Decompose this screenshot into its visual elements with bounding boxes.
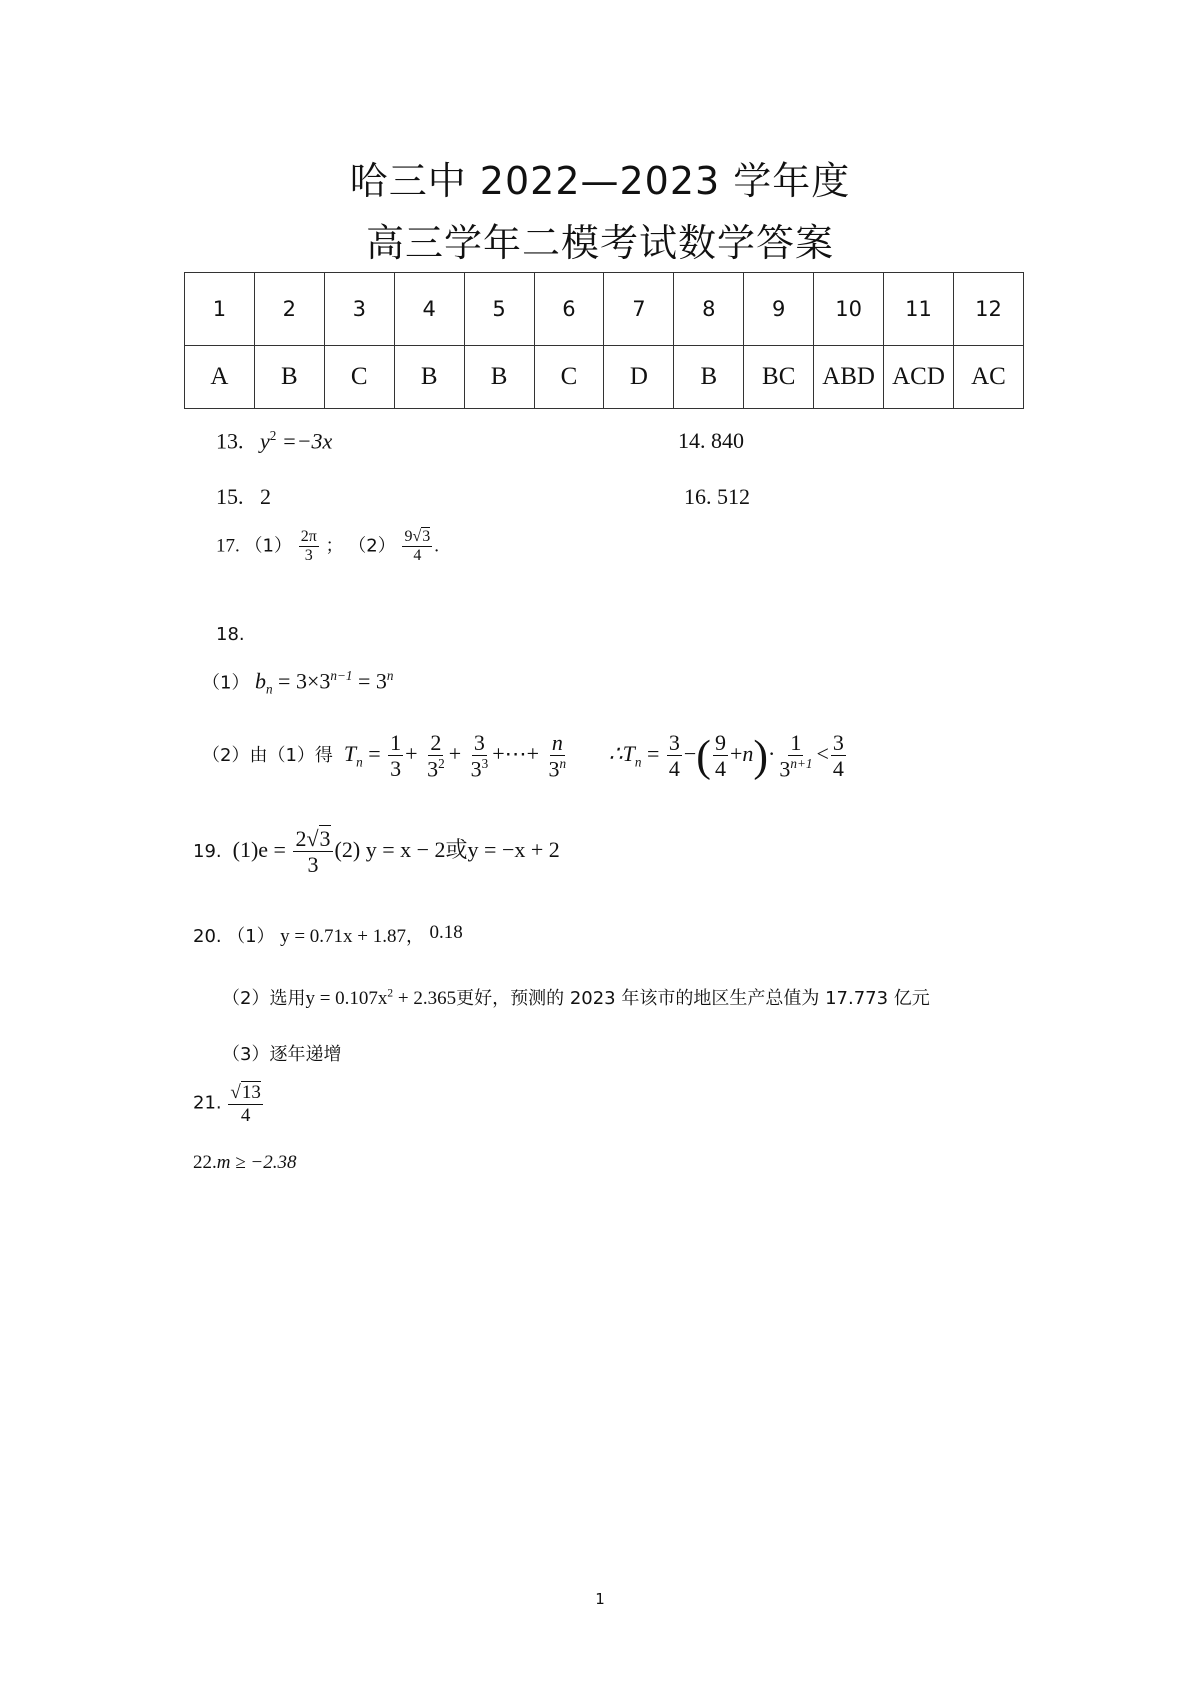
formula-exponent: n [386,668,394,683]
answer-13 [216,428,332,454]
numerator-coefficient: 9 [404,528,413,545]
answer-18-part-1 [202,668,393,698]
sqrt-radicand: 3 [422,528,431,545]
answer-table-answer-row [185,346,1024,409]
prediction-text: 更好，预测的 2023 年该市的地区生产总值为 17.773 亿元 [456,988,930,1009]
formula-exponent: 2 [387,987,394,1000]
question-number-cell: 2 [254,273,324,346]
answer-18-part-2: （2）由（1）得 $T_n$ = $\frac{1}{3}$ + $\frac{2}{3^2}$ + $\frac{3}{3^3}$ +⋯+ $\frac{n}{3^n}$ $\therefore T_n$ = $\frac{3}{4}$ −( $\frac{9}{4}$ +n)· $\frac{1}{3^{n+1}}$ < $\frac{3}{4}$ [202,730,844,782]
answer-20-part-1 [193,922,463,948]
question-number: 13. [216,428,244,454]
question-number: 16. [684,484,712,509]
question-number-cell: 3 [324,273,394,346]
fraction [293,826,332,878]
answer-21 [193,1082,265,1127]
answer-table [184,272,1024,409]
formula-part: (1)e = [232,836,286,862]
answer-formula: m ≥ −2.38 [216,1152,297,1173]
question-number: 17. [216,535,240,557]
question-number: 15. [216,484,244,509]
answer-cell: A [185,346,255,409]
fraction-denominator: 3 [304,547,313,565]
answer-20-part-3: （3）逐年递增 [222,1044,342,1065]
formula-exponent: n−1 [330,668,353,683]
fraction-denominator: 3 [307,852,319,878]
formula-part: y = −x + 2 [467,836,560,862]
period: . [434,535,440,557]
fraction: $\frac{n}{3^n}$ [548,730,567,782]
answer-cell: ACD [884,346,954,409]
fraction-numerator: 9√3 [402,528,432,547]
answer-cell: BC [744,346,814,409]
answer-table-number-row [185,273,1024,346]
answer-cell: B [394,346,464,409]
formula-part: (2) y = x − 2 [334,836,446,862]
sqrt-radicand: 3 [319,826,331,851]
answer-cell: D [604,346,674,409]
question-number-cell: 12 [953,273,1023,346]
fraction: $\frac{3}{3^3}$ [470,730,489,782]
answer-cell: B [464,346,534,409]
answer-value: 2 [260,484,271,509]
question-number-cell: 9 [744,273,814,346]
fraction: $\frac{3}{4}$ [668,730,680,782]
formula-var: T [343,741,357,766]
part-label: （1） [244,535,292,557]
question-number: 19. [193,840,222,862]
regression-formula: + 2.365 [393,988,457,1009]
answer-15 [216,484,271,510]
answer-cell: B [254,346,324,409]
fraction [299,528,319,566]
part-label: （2） [348,535,396,557]
fraction [402,528,432,566]
answer-value: 512 [717,484,750,509]
fraction-numerator: 2π [299,528,319,547]
formula-part: = 3×3 [272,668,331,694]
therefore-formula: ∴T [608,741,635,766]
fraction: $\frac{1}{3^{n+1}}$ [779,730,813,782]
question-number-cell: 1 [185,273,255,346]
question-number-cell: 5 [464,273,534,346]
fraction: $\frac{9}{4}$ [714,730,726,782]
question-number: 22. [193,1152,217,1173]
sqrt-radicand: 13 [241,1082,261,1103]
title-line-1: 哈三中 2022—2023 学年度 [349,159,851,203]
answer-18-number: 18. [216,624,245,645]
formula-part: = 3 [352,668,387,694]
question-number: 21. [193,1092,222,1114]
part-label: （1） [202,672,250,694]
answer-19 [193,826,560,878]
formula-rhs: =−3x [281,428,333,454]
question-number-cell: 4 [394,273,464,346]
question-number: 20. [193,926,222,947]
part-label: （1） [227,926,275,947]
numerator-coefficient: 2 [295,826,307,851]
question-number-cell: 7 [604,273,674,346]
fraction: $\frac{1}{3}$ [390,730,402,782]
question-number-cell: 8 [674,273,744,346]
regression-formula: y = 0.71x + 1.87 [280,926,407,947]
fraction: $\frac{2}{3^2}$ [427,730,445,782]
question-number-cell: 6 [534,273,604,346]
title-line-2: 高三学年二模考试数学答案 [365,221,834,265]
formula-exponent: 2 [269,428,277,443]
answer-17 [216,528,439,566]
part-label: （2）由（1）得 [202,745,333,766]
fraction [228,1082,262,1127]
formula-var: y [260,428,270,454]
question-number: 14. [678,428,706,453]
answer-cell: B [674,346,744,409]
answer-22 [193,1152,296,1174]
regression-formula: y = 0.107x [305,988,388,1009]
fraction-numerator: √13 [230,1082,261,1103]
question-number-cell: 11 [884,273,954,346]
answer-value: 0.18 [429,922,463,943]
formula-subscript: n [356,754,363,770]
fraction-denominator: 4 [240,1104,251,1126]
answer-cell: C [324,346,394,409]
part-label: （2）选用 [222,988,306,1009]
fraction-denominator: 4 [413,547,422,565]
page-number: 1 [595,1590,605,1608]
answer-cell: C [534,346,604,409]
answer-14 [678,428,744,454]
formula-subscript: n [265,681,273,697]
separator: ； [325,535,344,557]
answer-cell: AC [953,346,1023,409]
formula-var: b [254,668,266,694]
fraction: $\frac{3}{4}$ [832,730,844,782]
separator: ， [406,926,425,947]
answer-cell: ABD [814,346,884,409]
answer-16 [684,484,750,510]
answer-value: 840 [711,428,744,453]
or-text: 或 [445,837,468,863]
fraction-numerator: 2√3 [295,826,331,851]
answer-20-part-2 [222,984,930,1010]
question-number-cell: 10 [814,273,884,346]
